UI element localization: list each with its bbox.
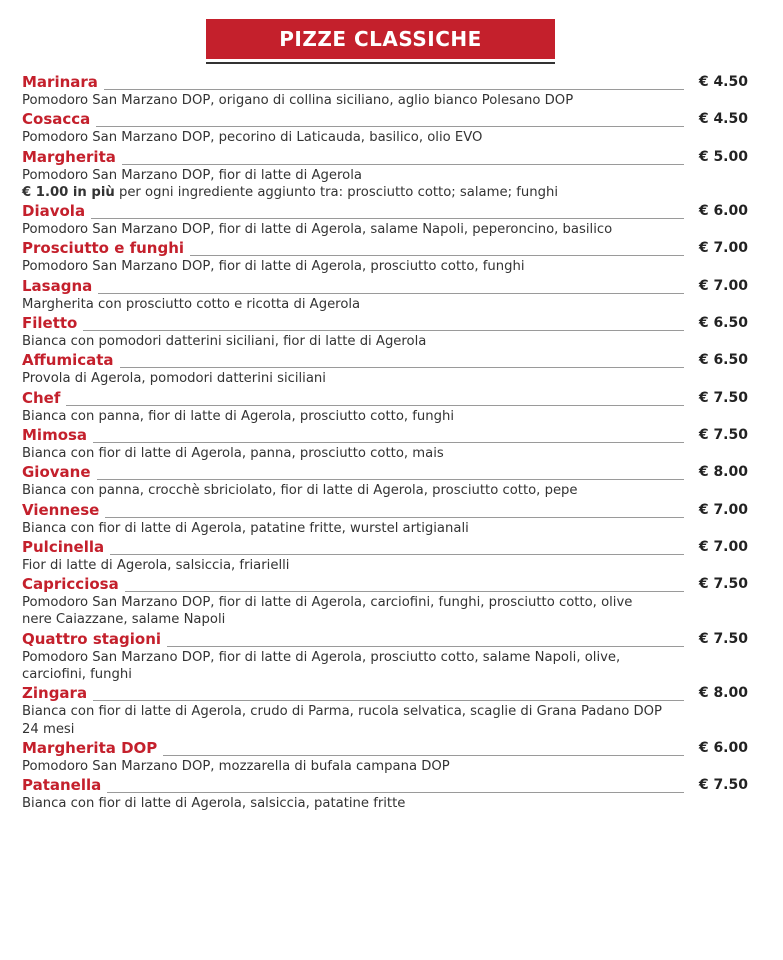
- menu-item-header: [22, 313, 748, 333]
- title-underline: [206, 62, 555, 64]
- pizza-price: € 7.50: [698, 777, 748, 794]
- pizza-price: € 7.00: [698, 538, 748, 555]
- pizza-name: Giovane: [22, 463, 91, 482]
- dotted-leader: [120, 367, 684, 368]
- menu-item: [22, 238, 748, 275]
- dotted-leader: [105, 517, 684, 518]
- pizza-name: Filetto: [22, 314, 78, 333]
- menu-item-header: [22, 388, 748, 408]
- pizza-description: Provola di Agerola, pomodori datterini siciliani: [22, 371, 326, 387]
- pizza-name: Affumicata: [22, 351, 114, 370]
- pizza-price: € 7.00: [698, 277, 748, 294]
- pizza-name: Zingara: [22, 684, 88, 703]
- menu-item-header: [22, 201, 748, 221]
- pizza-price: € 6.50: [698, 315, 748, 332]
- pizza-price: € 7.00: [698, 240, 748, 257]
- menu-item: [22, 201, 748, 238]
- pizza-name: Chef: [22, 388, 61, 407]
- pizza-price: € 8.00: [698, 685, 748, 702]
- menu-item-header: [22, 500, 748, 520]
- pizza-name: Quattro stagioni: [22, 629, 162, 648]
- menu-item-header: [22, 629, 748, 649]
- pizza-name: Margherita: [22, 147, 116, 166]
- pizza-description: Bianca con panna, fior di latte di Agerola, prosciutto cotto, funghi: [22, 408, 455, 424]
- pizza-name: Viennese: [22, 500, 100, 519]
- pizza-name: Marinara: [22, 73, 98, 91]
- menu-item-header: [22, 683, 748, 703]
- pizza-name: Mimosa: [22, 425, 88, 444]
- menu-item: [22, 462, 748, 499]
- menu-item: [22, 574, 748, 629]
- menu-item: [22, 425, 748, 462]
- pizza-price: € 6.00: [698, 739, 748, 756]
- menu-item: [22, 629, 748, 684]
- dotted-leader: [125, 591, 684, 592]
- menu-list: [22, 72, 748, 813]
- dotted-leader: [110, 554, 684, 555]
- pizza-name: Lasagna: [22, 276, 93, 295]
- pizza-description: Fior di latte di Agerola, salsiccia, friarielli: [22, 557, 290, 573]
- pizza-description: Bianca con panna, crocchè sbriciolato, fior di latte di Agerola, prosciutto cotto, pepe: [22, 483, 578, 499]
- pizza-price: € 7.50: [698, 426, 748, 443]
- menu-item: [22, 683, 748, 738]
- menu-item-header: [22, 537, 748, 557]
- menu-item: [22, 388, 748, 425]
- pizza-price: € 6.00: [698, 203, 748, 220]
- pizza-price: € 5.00: [698, 148, 748, 165]
- pizza-description: Bianca con pomodori datterini siciliani, fior di latte di Agerola: [22, 334, 427, 350]
- pizza-description: Pomodoro San Marzano DOP, fior di latte di Agerola, prosciutto cotto, funghi: [22, 259, 525, 275]
- dotted-leader: [163, 755, 684, 756]
- pizza-description: Bianca con fior di latte di Agerola, salsiccia, patatine fritte: [22, 796, 406, 812]
- menu-item-header: [22, 350, 748, 370]
- menu-item: [22, 147, 748, 202]
- pizza-price: € 7.00: [698, 501, 748, 518]
- pizza-description: Pomodoro San Marzano DOP, pecorino di Laticauda, basilico, olio EVO: [22, 130, 483, 146]
- menu-item-header: [22, 72, 748, 92]
- menu-item-header: [22, 238, 748, 258]
- pizza-price: € 7.50: [698, 576, 748, 593]
- menu-item-header: [22, 147, 748, 167]
- pizza-description: Pomodoro San Marzano DOP, fior di latte di Agerola, salame Napoli, peperoncino, basilico: [22, 222, 613, 238]
- dotted-leader: [167, 646, 684, 647]
- pizza-name: Margherita DOP: [22, 738, 158, 757]
- section-title: PIZZE CLASSICHE: [206, 19, 555, 59]
- menu-item-header: [22, 775, 748, 795]
- dotted-leader: [98, 293, 684, 294]
- menu-item: [22, 500, 748, 537]
- pizza-description: Bianca con fior di latte di Agerola, patatine fritte, wurstel artigianali: [22, 520, 469, 536]
- pizza-description: Bianca con fior di latte di Agerola, panna, prosciutto cotto, mais: [22, 445, 444, 461]
- menu-item-header: [22, 574, 748, 594]
- pizza-price: € 7.50: [698, 389, 748, 406]
- dotted-leader: [66, 405, 684, 406]
- pizza-price: € 4.50: [698, 111, 748, 128]
- menu-item: [22, 738, 748, 775]
- pizza-price: € 7.50: [698, 630, 748, 647]
- pizza-description: Margherita con prosciutto cotto e ricotta di Agerola: [22, 296, 361, 312]
- menu-item-header: [22, 276, 748, 296]
- pizza-description: Pomodoro San Marzano DOP, origano di collina siciliano, aglio bianco Polesano DOP: [22, 93, 574, 108]
- menu-item-header: [22, 109, 748, 129]
- menu-item-header: [22, 738, 748, 758]
- pizza-description: Pomodoro San Marzano DOP, fior di latte di Agerola, prosciutto cotto, salame Napoli, olive, carciofini, funghi: [22, 649, 621, 683]
- extra-ingredient-note: [22, 184, 748, 201]
- pizza-description: Pomodoro San Marzano DOP, mozzarella di bufala campana DOP: [22, 758, 450, 774]
- pizza-name: Prosciutto e funghi: [22, 239, 185, 258]
- extra-price-note: € 1.00 in più: [22, 184, 115, 200]
- dotted-leader: [107, 792, 684, 793]
- menu-item: [22, 775, 748, 812]
- menu-item: [22, 313, 748, 350]
- menu-item: [22, 276, 748, 313]
- dotted-leader: [96, 126, 684, 127]
- extra-note-text: per ogni ingrediente aggiunto tra: prosciutto cotto; salame; funghi: [114, 184, 558, 200]
- menu-item: [22, 350, 748, 387]
- dotted-leader: [91, 218, 684, 219]
- pizza-name: Pulcinella: [22, 537, 105, 556]
- pizza-name: Cosacca: [22, 110, 91, 129]
- pizza-description: Pomodoro San Marzano DOP, fior di latte di Agerola: [22, 167, 362, 183]
- menu-item: [22, 109, 748, 146]
- pizza-name: Diavola: [22, 202, 86, 221]
- dotted-leader: [104, 89, 684, 90]
- menu-item: [22, 537, 748, 574]
- menu-item: [22, 72, 748, 109]
- menu-item-header: [22, 425, 748, 445]
- dotted-leader: [97, 479, 684, 480]
- pizza-price: € 8.00: [698, 464, 748, 481]
- dotted-leader: [122, 164, 684, 165]
- menu-item-header: [22, 462, 748, 482]
- dotted-leader: [93, 442, 684, 443]
- dotted-leader: [190, 255, 684, 256]
- pizza-name: Capricciosa: [22, 575, 119, 594]
- pizza-description: Pomodoro San Marzano DOP, fior di latte di Agerola, carciofini, funghi, prosciutto cotto, olive nere Caiazzane, salame Napoli: [22, 595, 633, 628]
- pizza-name: Patanella: [22, 776, 102, 795]
- pizza-description: Bianca con fior di latte di Agerola, crudo di Parma, rucola selvatica, scaglie di Grana Padano DOP 24 mesi: [22, 704, 662, 737]
- dotted-leader: [93, 700, 684, 701]
- pizza-price: € 6.50: [698, 352, 748, 369]
- dotted-leader: [83, 330, 684, 331]
- pizza-price: € 4.50: [698, 74, 748, 90]
